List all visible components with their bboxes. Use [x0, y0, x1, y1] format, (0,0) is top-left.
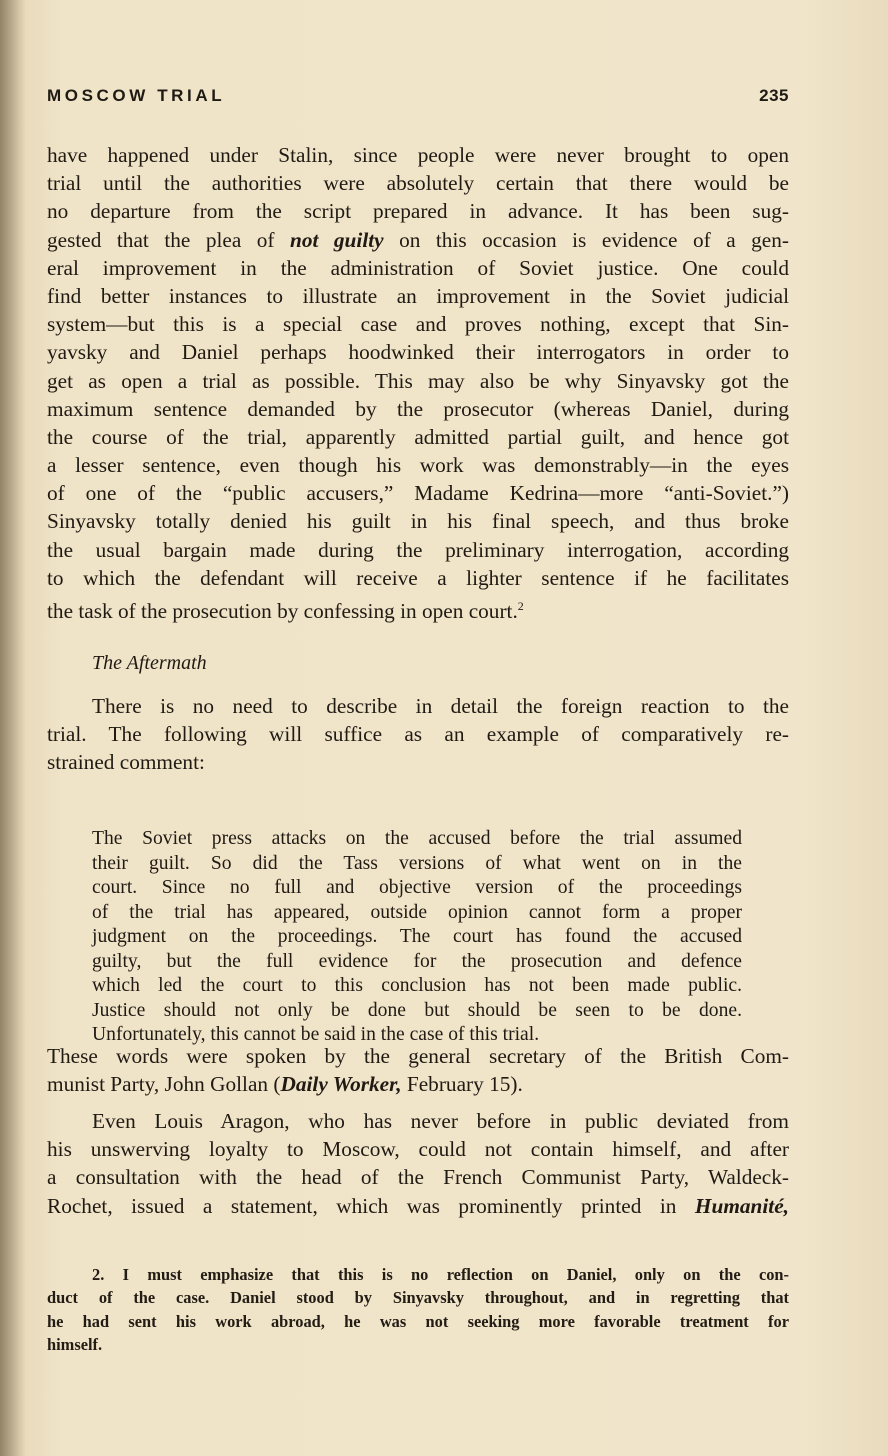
- paragraph-3: [47, 1042, 789, 1098]
- text-line: eral improvement in the administration of Soviet justice. One could: [47, 255, 789, 280]
- emphasis-humanite: Humanité,: [694, 1193, 789, 1218]
- text-line: a lesser sentence, even though his work was demonstrably—in the eyes: [47, 453, 789, 478]
- text-line: the usual bargain made during the preliminary interrogation, according: [47, 537, 789, 562]
- text-line: system—but this is a special case and proves nothing, except that Sin-: [47, 312, 789, 337]
- quote-line: The Soviet press attacks on the accused before the trial assumed: [92, 828, 742, 849]
- quote-line: Justice should not only be done but should be seen to be done.: [92, 999, 742, 1021]
- text-line: [47, 1192, 789, 1220]
- text-line: the course of the trial, apparently admitted partial guilt, and hence got: [47, 424, 789, 449]
- text-line: have happened under Stalin, since people were never brought to open: [47, 143, 789, 167]
- paragraph-4: [47, 1107, 789, 1220]
- quote-line: judgment on the proceedings. The court has found the accused: [92, 926, 742, 948]
- page-number: 235: [759, 86, 789, 105]
- footnote-marker: 2: [517, 599, 524, 613]
- text-line: Even Louis Aragon, who has never before in public deviated from: [92, 1109, 789, 1133]
- emphasis-not-guilty: not guilty: [290, 227, 384, 252]
- quote-line: of the trial has appeared, outside opinion cannot form a proper: [92, 901, 742, 923]
- quote-line: their guilt. So did the Tass versions of what went on in the: [92, 852, 742, 874]
- text-line: These words were spoken by the general secretary of the British Com-: [47, 1044, 789, 1068]
- quote-line: guilty, but the full evidence for the prosecution and defence: [92, 950, 742, 972]
- text-line: [47, 1070, 789, 1098]
- text-line: strained comment:: [47, 750, 205, 775]
- text-run: Rochet, issued a statement, which was prominently printed in: [47, 1193, 695, 1218]
- text-line: There is no need to describe in detail the foreign reaction to the: [92, 694, 789, 718]
- text-line: [47, 592, 789, 624]
- emphasis-daily-worker: Daily Worker,: [280, 1072, 402, 1097]
- text-line: get as open a trial as possible. This may also be why Sinyavsky got the: [47, 368, 789, 393]
- text-line: find better instances to illustrate an improvement in the Soviet judicial: [47, 283, 789, 308]
- text-line: [47, 226, 789, 254]
- text-run: gested that the plea of: [47, 227, 291, 252]
- text-line: Sinyavsky totally denied his guilt in his final speech, and thus broke: [47, 509, 789, 534]
- text-run: munist Party, John Gollan (: [47, 1072, 281, 1097]
- text-line: trial until the authorities were absolutely certain that there would be: [47, 171, 789, 196]
- running-head: [47, 86, 789, 116]
- footnote-line: he had sent his work abroad, he was not seeking more favorable treatment for: [47, 1311, 789, 1331]
- text-line: to which the defendant will receive a lighter sentence if he facilitates: [47, 565, 789, 590]
- text-run: the task of the prosecution by confessing in open court.: [47, 599, 518, 624]
- footnote-line: himself.: [47, 1334, 103, 1354]
- footnote-line: 2. I must emphasize that this is no reflection on Daniel, only on the con-: [92, 1265, 789, 1284]
- text-run: on this occasion is evidence of a gen-: [383, 227, 789, 252]
- footnote-line: duct of the case. Daniel stood by Sinyavsky throughout, and in regretting that: [47, 1288, 789, 1308]
- running-head-title: MOSCOW TRIAL: [47, 86, 226, 105]
- quote-line: Unfortunately, this cannot be said in the case of this trial.: [92, 1024, 540, 1046]
- text-line: yavsky and Daniel perhaps hoodwinked their interrogators in order to: [47, 340, 789, 365]
- paragraph-2: [47, 692, 789, 777]
- text-line: maximum sentence demanded by the prosecutor (whereas Daniel, during: [47, 396, 789, 421]
- block-quote: [92, 827, 742, 1048]
- text-line: his unswerving loyalty to Moscow, could not contain himself, and after: [47, 1137, 789, 1162]
- text-line: a consultation with the head of the French Communist Party, Waldeck-: [47, 1165, 789, 1190]
- paragraph-1: [47, 141, 789, 624]
- footnote: [47, 1263, 789, 1356]
- quote-line: court. Since no full and objective version of the proceedings: [92, 877, 742, 899]
- section-heading: The Aftermath: [92, 652, 207, 674]
- text-line: no departure from the script prepared in advance. It has been sug-: [47, 199, 789, 224]
- text-line: of one of the “public accusers,” Madame Kedrina—more “anti-Soviet.”): [47, 481, 789, 506]
- text-line: trial. The following will suffice as an example of comparatively re-: [47, 722, 789, 747]
- quote-line: which led the court to this conclusion has not been made public.: [92, 975, 742, 997]
- text-run: February 15).: [401, 1072, 523, 1097]
